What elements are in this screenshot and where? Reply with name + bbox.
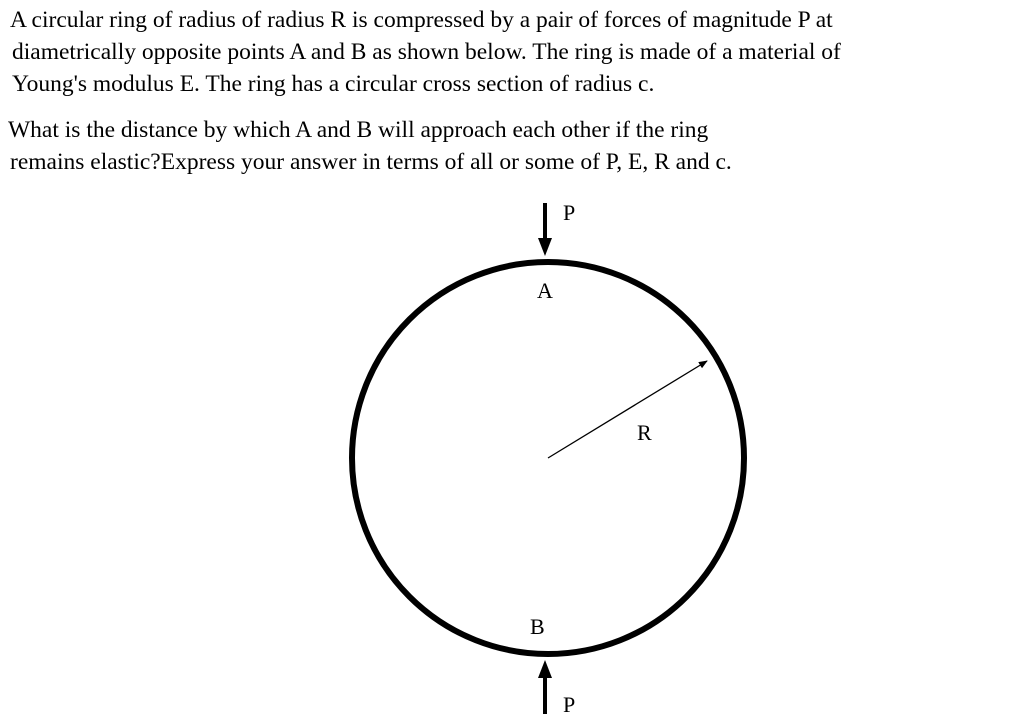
force-label-bottom: P — [563, 692, 576, 717]
problem-line: diametrically opposite points A and B as shown below. The ring is made of a material of — [12, 39, 841, 65]
force-arrow-bottom — [538, 660, 552, 714]
force-label-top: P — [563, 200, 576, 225]
problem-line: A circular ring of radius of radius R is compressed by a pair of forces of magnitude P at — [10, 7, 833, 33]
radius-label: R — [637, 420, 652, 445]
question-line: What is the distance by which A and B will approach each other if the ring — [8, 117, 709, 143]
question-line: remains elastic?Express your answer in terms of all or some of P, E, R and c. — [10, 149, 732, 175]
problem-line: Young's modulus E. The ring has a circular cross section of radius c. — [12, 71, 655, 97]
point-a-label: A — [537, 278, 553, 303]
point-b-label: B — [530, 614, 545, 639]
radius-arrow — [548, 361, 707, 458]
force-arrow-top — [538, 203, 552, 256]
